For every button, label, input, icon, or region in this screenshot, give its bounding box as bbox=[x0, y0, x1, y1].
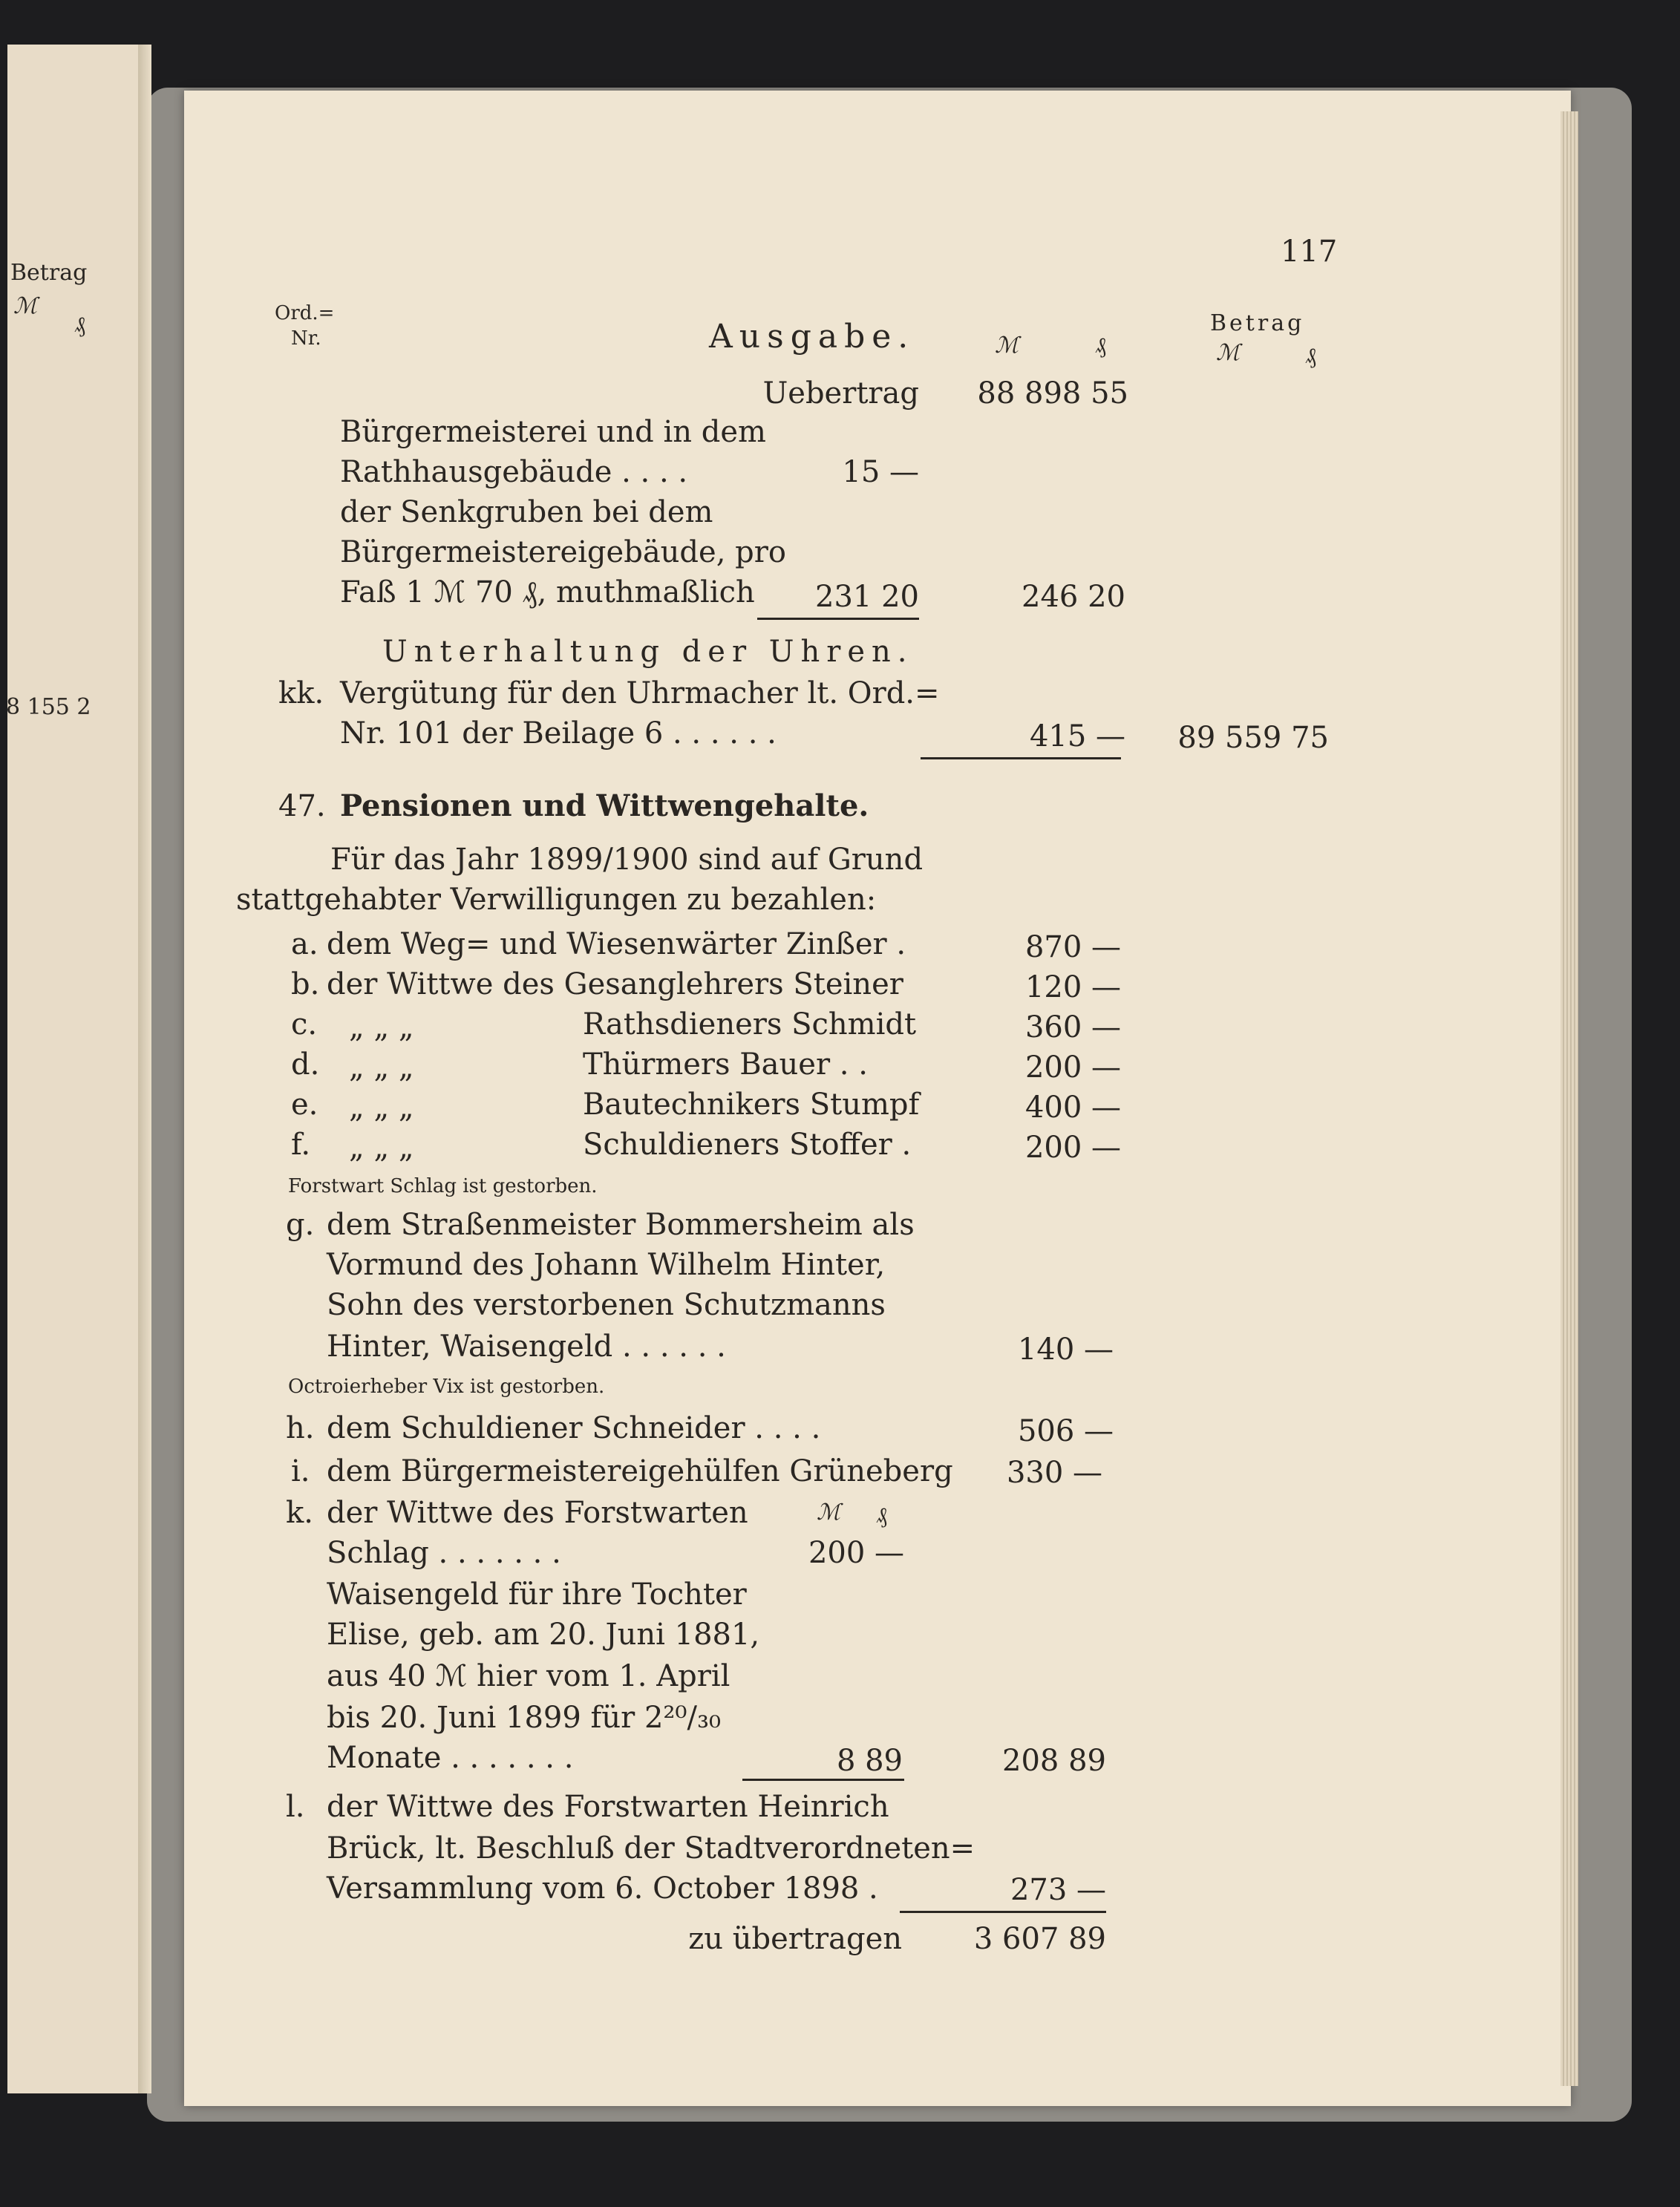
header-betrag-currency: ℳ bbox=[1216, 340, 1241, 366]
item-k-inner2: 8 89 bbox=[836, 1744, 903, 1778]
item-f-ditto: „ „ „ bbox=[349, 1131, 414, 1165]
page-title: Ausgabe. bbox=[709, 318, 915, 356]
header-currency: ℳ bbox=[995, 333, 1019, 359]
item-g-line2: Vormund des Johann Wilhelm Hinter, bbox=[327, 1248, 886, 1282]
item-g-line1: dem Straßenmeister Bommersheim als bbox=[327, 1208, 915, 1242]
section-uhren-code: kk. bbox=[278, 676, 324, 710]
item-h-code: h. bbox=[286, 1411, 315, 1445]
item-i-text: dem Bürgermeistereigehülfen Grüneberg bbox=[327, 1454, 953, 1488]
item-l-line2: Brück, lt. Beschluß der Stadtverordneten= bbox=[327, 1831, 975, 1866]
item-b-code: b. bbox=[291, 967, 320, 1001]
item-c-ditto: „ „ „ bbox=[349, 1010, 414, 1044]
total-value: 3 607 89 bbox=[973, 1922, 1106, 1956]
section-uhren-line2: Nr. 101 der Beilage 6 . . . . . . bbox=[340, 716, 777, 751]
item-l-value: 273 — bbox=[1010, 1873, 1106, 1907]
section-47-intro1: Für das Jahr 1899/1900 sind auf Grund bbox=[330, 843, 924, 877]
section-47-intro2: stattgehabter Verwilligungen zu bezahlen: bbox=[236, 883, 877, 917]
sum-rule-1 bbox=[757, 618, 919, 620]
item-i-code: i. bbox=[291, 1454, 310, 1488]
left-page-amount: 8 155 2 bbox=[6, 694, 91, 720]
item-l-line3: Versammlung vom 6. October 1898 . bbox=[327, 1871, 878, 1906]
item-e-text: Bautechnikers Stumpf bbox=[583, 1088, 920, 1122]
left-page bbox=[7, 45, 143, 2093]
item-d-text: Thürmers Bauer . . bbox=[583, 1047, 868, 1082]
item-k-pfennig: ₰ bbox=[876, 1503, 887, 1528]
item-k-inner1: 200 — bbox=[808, 1536, 904, 1570]
item-k-line1: der Wittwe des Forstwarten bbox=[327, 1496, 748, 1530]
total-label: zu übertragen bbox=[688, 1922, 902, 1956]
item-c-text: Rathsdieners Schmidt bbox=[583, 1007, 917, 1042]
sum-rule-3 bbox=[742, 1779, 904, 1781]
item-h-value: 506 — bbox=[1017, 1414, 1114, 1448]
item-k-line3: Waisengeld für ihre Tochter bbox=[327, 1577, 747, 1612]
section-uhren-mid: 415 — bbox=[1029, 719, 1125, 753]
item-k-line7: Monate . . . . . . . bbox=[327, 1741, 574, 1775]
item-k-code: k. bbox=[286, 1496, 313, 1530]
sum-rule-2 bbox=[921, 757, 1121, 759]
item-g-line4: Hinter, Waisengeld . . . . . . bbox=[327, 1330, 726, 1364]
uebertrag-value: 88 898 55 bbox=[977, 376, 1128, 411]
ord-label-2: Nr. bbox=[291, 327, 321, 350]
line-3: der Senkgruben bei dem bbox=[340, 495, 713, 529]
note-f: Forstwart Schlag ist gestorben. bbox=[288, 1175, 598, 1197]
item-k-line2: Schlag . . . . . . . bbox=[327, 1536, 561, 1570]
item-g-value: 140 — bbox=[1017, 1333, 1114, 1367]
item-a-text: dem Weg= und Wiesenwärter Zinßer . bbox=[327, 927, 906, 961]
section-uhren-line1: Vergütung für den Uhrmacher lt. Ord.= bbox=[340, 676, 940, 710]
item-f-value: 200 — bbox=[1024, 1131, 1121, 1165]
item-a-code: a. bbox=[291, 927, 318, 961]
section-47-number: 47. bbox=[278, 789, 326, 823]
item-g-code: g. bbox=[286, 1208, 315, 1242]
left-page-currency: ℳ bbox=[13, 293, 38, 319]
line-2-inner: 15 — bbox=[842, 455, 919, 489]
item-b-text: der Wittwe des Gesanglehrers Steiner bbox=[327, 967, 903, 1001]
item-e-ditto: „ „ „ bbox=[349, 1091, 414, 1125]
line-5-mid: 246 20 bbox=[1022, 580, 1125, 614]
item-k-line6: bis 20. Juni 1899 für 2²⁰/₃₀ bbox=[327, 1701, 722, 1735]
page-edge bbox=[1560, 111, 1578, 2086]
line-2: Rathhausgebäude . . . . bbox=[340, 455, 688, 489]
item-l-line1: der Wittwe des Forstwarten Heinrich bbox=[327, 1790, 889, 1824]
item-f-text: Schuldieners Stoffer . bbox=[583, 1128, 912, 1162]
item-g-line3: Sohn des verstorbenen Schutzmanns bbox=[327, 1288, 886, 1322]
note-g: Octroierheber Vix ist gestorben. bbox=[288, 1376, 605, 1398]
item-e-code: e. bbox=[291, 1088, 318, 1122]
item-i-value: 330 — bbox=[1006, 1456, 1102, 1490]
header-pfennig: ₰ bbox=[1095, 333, 1106, 359]
item-k-currency: ℳ bbox=[817, 1500, 841, 1526]
ord-label-1: Ord.= bbox=[275, 302, 335, 324]
item-b-value: 120 — bbox=[1024, 970, 1121, 1004]
item-h-text: dem Schuldiener Schneider . . . . bbox=[327, 1411, 821, 1445]
item-k-line5: aus 40 ℳ hier vom 1. April bbox=[327, 1659, 730, 1693]
item-k-value: 208 89 bbox=[1002, 1744, 1106, 1778]
item-k-line4: Elise, geb. am 20. Juni 1881, bbox=[327, 1618, 760, 1652]
sum-rule-4 bbox=[900, 1911, 1106, 1913]
left-page-betrag: Betrag bbox=[10, 260, 88, 286]
left-page-edge bbox=[138, 45, 151, 2093]
item-c-code: c. bbox=[291, 1007, 318, 1042]
item-d-value: 200 — bbox=[1024, 1050, 1121, 1085]
section-47-heading: Pensionen und Wittwengehalte. bbox=[340, 788, 869, 823]
uebertrag-label: Uebertrag bbox=[762, 376, 919, 411]
left-page-pfennig: ₰ bbox=[74, 312, 85, 338]
item-d-ditto: „ „ „ bbox=[349, 1050, 414, 1085]
section-uhren-betrag: 89 559 75 bbox=[1177, 721, 1329, 755]
line-5-inner: 231 20 bbox=[815, 580, 919, 614]
item-a-value: 870 — bbox=[1024, 930, 1121, 964]
page-number: 117 bbox=[1281, 235, 1338, 269]
line-1: Bürgermeisterei und in dem bbox=[340, 415, 766, 449]
item-c-value: 360 — bbox=[1024, 1010, 1121, 1044]
header-betrag: Betrag bbox=[1210, 310, 1305, 336]
item-d-code: d. bbox=[291, 1047, 320, 1082]
item-f-code: f. bbox=[291, 1128, 311, 1162]
section-uhren-heading: Unterhaltung der Uhren. bbox=[382, 635, 914, 669]
item-e-value: 400 — bbox=[1024, 1091, 1121, 1125]
line-5: Faß 1 ℳ 70 ₰, muthmaßlich bbox=[340, 575, 755, 609]
header-betrag-pfennig: ₰ bbox=[1305, 343, 1316, 369]
item-l-code: l. bbox=[286, 1790, 305, 1824]
line-4: Bürgermeistereigebäude, pro bbox=[340, 535, 786, 569]
